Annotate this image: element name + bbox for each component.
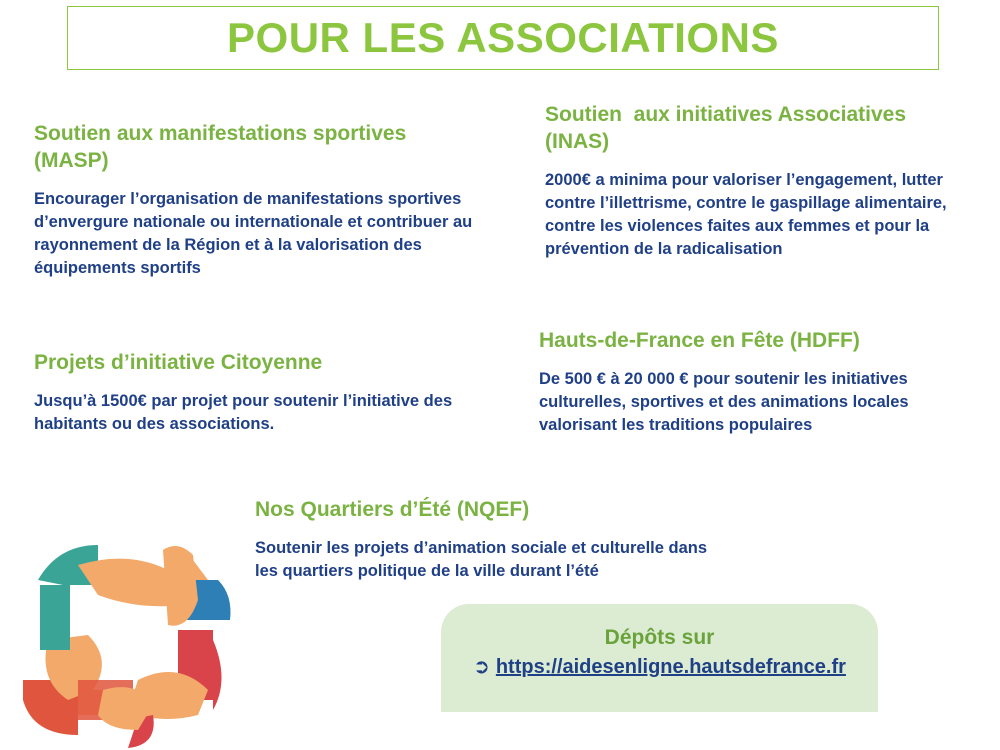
arrow-icon: ➲ [473,656,490,678]
section-inas [545,101,975,261]
depot-box [441,604,878,712]
section-nqef [255,496,715,583]
depot-line [441,654,878,679]
section-hdff-heading: Hauts-de-France en Fête (HDFF) [539,329,860,352]
section-masp-text: Encourager l’organisation de manifestations sportives d’envergure nationale ou internationale et contribuer au rayonnement de la Région et à la valorisation des équipements sportifs [34,190,473,277]
section-citoyenne-text: Jusqu’à 1500€ par projet pour soutenir l’initiative des habitants ou des associations. [34,392,453,433]
four-hands-teamwork-icon [18,540,233,750]
section-masp [34,120,474,280]
section-hdff [539,327,979,437]
title-box [67,6,939,70]
section-inas-text: 2000€ a minima pour valoriser l’engagement, lutter contre l’illettrisme, contre le gaspillage alimentaire, contre les violences faites aux femmes et pour la prévention de la radicalisation [545,171,947,258]
depot-label: Dépôts sur [604,626,715,649]
depot-link[interactable]: https://aidesenligne.hautsdefrance.fr [495,656,846,678]
section-nqef-text: Soutenir les projets d’animation sociale et culturelle dans les quartiers politique de la ville durant l’été [255,539,708,580]
section-citoyenne-heading: Projets d’initiative Citoyenne [34,351,323,374]
section-citoyenne [34,349,484,436]
section-masp-heading: Soutien aux manifestations sportives (MASP) [34,122,407,172]
section-hdff-text: De 500 € à 20 000 € pour soutenir les initiatives culturelles, sportives et des animations locales valorisant les traditions populaires [539,370,909,434]
page-title: POUR LES ASSOCIATIONS [227,14,779,61]
section-inas-heading: Soutien aux initiatives Associatives (INAS) [545,103,912,153]
section-nqef-heading: Nos Quartiers d’Été (NQEF) [255,498,530,521]
